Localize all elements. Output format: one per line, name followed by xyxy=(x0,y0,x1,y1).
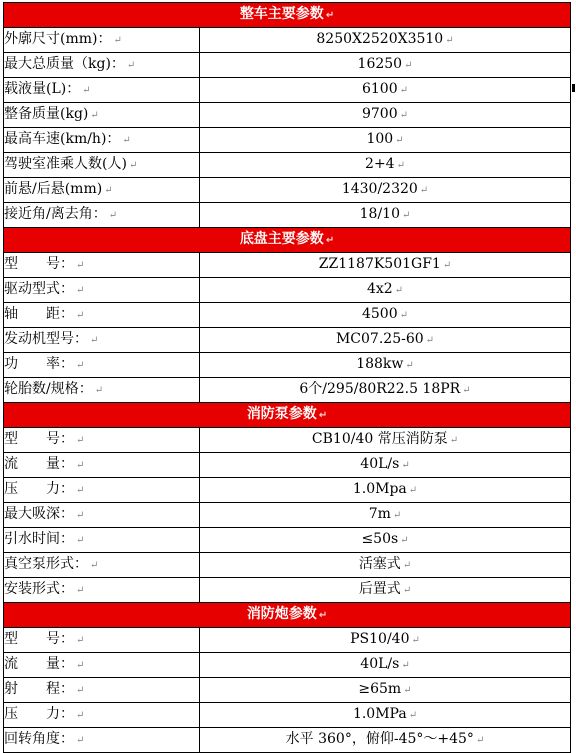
spec-value: 9700 xyxy=(361,106,398,122)
spec-label: 驾驶室准乘人数(人) xyxy=(4,156,127,172)
spec-label-cell xyxy=(4,528,200,553)
paragraph-mark-icon: ↵ xyxy=(404,60,413,71)
paragraph-mark-icon: ↵ xyxy=(401,210,411,221)
spec-value: 40L/s xyxy=(360,456,400,472)
paragraph-mark-icon: ↵ xyxy=(318,610,328,621)
table-row xyxy=(4,628,571,653)
spec-value: 6100 xyxy=(361,81,398,97)
spec-label-cell xyxy=(4,478,200,503)
spec-value-cell xyxy=(200,428,571,453)
table-row xyxy=(4,303,571,328)
spec-value-cell xyxy=(200,53,571,78)
paragraph-mark-icon: ↵ xyxy=(419,185,429,196)
spec-label: 轴 距： xyxy=(4,306,74,322)
paragraph-mark-icon: ↵ xyxy=(405,360,414,371)
paragraph-mark-icon: ↵ xyxy=(90,110,99,121)
spec-value-cell xyxy=(200,178,571,203)
paragraph-mark-icon: ↵ xyxy=(122,135,131,146)
table-row xyxy=(4,78,571,103)
paragraph-mark-icon: ↵ xyxy=(76,585,85,596)
table-row xyxy=(4,103,571,128)
paragraph-mark-icon: ↵ xyxy=(76,310,85,321)
spec-value: 2+4 xyxy=(365,156,395,172)
paragraph-mark-icon: ↵ xyxy=(318,410,328,421)
spec-label: 驱动型式： xyxy=(4,281,74,297)
paragraph-mark-icon: ↵ xyxy=(399,85,409,96)
paragraph-mark-icon: ↵ xyxy=(76,535,85,546)
paragraph-mark-icon: ↵ xyxy=(90,335,99,346)
spec-label: 轮胎数/规格： xyxy=(4,381,93,397)
spec-value-cell xyxy=(200,378,571,403)
table-row xyxy=(4,128,571,153)
paragraph-mark-icon: ↵ xyxy=(113,35,122,46)
paragraph-mark-icon: ↵ xyxy=(128,160,138,171)
spec-value-cell xyxy=(200,728,571,753)
spec-label: 最大吸深： xyxy=(4,506,74,522)
paragraph-mark-icon: ↵ xyxy=(82,85,91,96)
spec-label: 前悬/后悬(mm) xyxy=(4,181,103,197)
spec-label: 流 量： xyxy=(4,456,74,472)
spec-value: 8250X2520X3510 xyxy=(316,31,444,47)
table-row xyxy=(4,353,571,378)
spec-value-cell xyxy=(200,78,571,103)
paragraph-mark-icon: ↵ xyxy=(449,435,459,446)
paragraph-mark-icon: ↵ xyxy=(402,585,412,596)
table-row xyxy=(4,553,571,578)
table-row xyxy=(4,278,571,303)
spec-label-cell xyxy=(4,503,200,528)
spec-value-cell xyxy=(200,528,571,553)
table-row xyxy=(4,178,571,203)
spec-label-cell xyxy=(4,553,200,578)
section-title: 消防炮参数 xyxy=(246,606,317,622)
section-title-cell xyxy=(4,603,571,628)
spec-value-cell xyxy=(200,653,571,678)
spec-label-cell xyxy=(4,78,200,103)
table-row xyxy=(4,153,571,178)
spec-value-cell xyxy=(200,253,571,278)
spec-label: 最大总质量（kg)： xyxy=(4,56,125,72)
paragraph-mark-icon: ↵ xyxy=(76,260,85,271)
paragraph-mark-icon: ↵ xyxy=(475,735,485,746)
spec-value: 后置式 xyxy=(358,581,401,597)
spec-label: 功 率： xyxy=(4,356,74,372)
spec-label-cell xyxy=(4,28,200,53)
spec-value-cell xyxy=(200,153,571,178)
paragraph-mark-icon: ↵ xyxy=(325,10,335,21)
spec-label: 流 量： xyxy=(4,656,74,672)
paragraph-mark-icon: ↵ xyxy=(76,510,85,521)
spec-label-cell xyxy=(4,278,200,303)
paragraph-mark-icon: ↵ xyxy=(403,685,412,696)
table-row xyxy=(4,378,571,403)
paragraph-mark-icon: ↵ xyxy=(76,635,85,646)
paragraph-mark-icon: ↵ xyxy=(408,710,418,721)
spec-label: 型 号： xyxy=(4,631,74,647)
table-row xyxy=(4,653,571,678)
paragraph-mark-icon: ↵ xyxy=(325,235,335,246)
spec-label: 接近角/离去角： xyxy=(4,206,107,222)
spec-table xyxy=(3,2,571,753)
spec-value-cell xyxy=(200,453,571,478)
spec-label-cell xyxy=(4,578,200,603)
spec-label-cell xyxy=(4,153,200,178)
spec-label-cell xyxy=(4,628,200,653)
paragraph-mark-icon: ↵ xyxy=(76,485,85,496)
paragraph-mark-icon: ↵ xyxy=(399,310,409,321)
spec-value: 18/10 xyxy=(359,206,400,222)
spec-label-cell xyxy=(4,428,200,453)
paragraph-mark-icon: ↵ xyxy=(462,385,471,396)
spec-value-cell xyxy=(200,203,571,228)
spec-table-body xyxy=(4,3,571,753)
spec-label-cell xyxy=(4,328,200,353)
spec-value: 1.0Mpa xyxy=(352,481,407,497)
table-row xyxy=(4,28,571,53)
spec-value-cell xyxy=(200,278,571,303)
section-header-row xyxy=(4,603,571,628)
spec-value: PS10/40 xyxy=(350,631,410,647)
spec-label: 外廓尺寸(mm)： xyxy=(4,31,112,47)
spec-value: CB10/40 常压消防泵 xyxy=(311,431,448,447)
spec-label-cell xyxy=(4,203,200,228)
spec-label: 安装形式： xyxy=(4,581,74,597)
spec-label-cell xyxy=(4,378,200,403)
paragraph-mark-icon: ↵ xyxy=(94,385,104,396)
spec-value: ≥65m xyxy=(358,681,402,697)
spec-label: 载液量(L)： xyxy=(4,81,81,97)
paragraph-mark-icon: ↵ xyxy=(425,335,435,346)
paragraph-mark-icon: ↵ xyxy=(76,460,85,471)
spec-label: 射 程： xyxy=(4,681,74,697)
spec-value: ZZ1187K501GF1 xyxy=(318,256,441,272)
section-header-row xyxy=(4,403,571,428)
section-title: 消防泵参数 xyxy=(246,406,317,422)
spec-label-cell xyxy=(4,703,200,728)
spec-label-cell xyxy=(4,53,200,78)
paragraph-mark-icon: ↵ xyxy=(90,560,99,571)
table-row xyxy=(4,328,571,353)
table-row xyxy=(4,453,571,478)
spec-value: 活塞式 xyxy=(358,556,401,572)
spec-value-cell xyxy=(200,628,571,653)
spec-label-cell xyxy=(4,653,200,678)
page-edge-marker xyxy=(572,84,575,92)
section-title-cell xyxy=(4,403,571,428)
paragraph-mark-icon: ↵ xyxy=(76,710,85,721)
paragraph-mark-icon: ↵ xyxy=(400,535,409,546)
paragraph-mark-icon: ↵ xyxy=(396,160,405,171)
spec-label-cell xyxy=(4,728,200,753)
section-title: 整车主要参数 xyxy=(239,6,324,22)
spec-label: 压 力： xyxy=(4,706,74,722)
spec-label-cell xyxy=(4,453,200,478)
table-row xyxy=(4,503,571,528)
spec-value-cell xyxy=(200,678,571,703)
spec-value-cell xyxy=(200,478,571,503)
spec-value: 7m xyxy=(368,506,391,522)
table-row xyxy=(4,203,571,228)
paragraph-mark-icon: ↵ xyxy=(76,685,85,696)
spec-value-cell xyxy=(200,703,571,728)
spec-value: 1430/2320 xyxy=(341,181,418,197)
spec-value-cell xyxy=(200,353,571,378)
section-header-row xyxy=(4,3,571,28)
spec-value-cell xyxy=(200,578,571,603)
paragraph-mark-icon: ↵ xyxy=(126,60,136,71)
spec-label: 压 力： xyxy=(4,481,74,497)
paragraph-mark-icon: ↵ xyxy=(394,285,404,296)
table-row xyxy=(4,428,571,453)
spec-label: 整备质量(kg) xyxy=(4,106,89,122)
table-row xyxy=(4,528,571,553)
spec-label: 真空泵形式： xyxy=(4,556,88,572)
spec-value-cell xyxy=(200,553,571,578)
spec-label-cell xyxy=(4,178,200,203)
spec-value-cell xyxy=(200,28,571,53)
spec-label: 型 号： xyxy=(4,431,74,447)
spec-value: 100 xyxy=(366,131,394,147)
spec-label: 回转角度： xyxy=(4,731,74,747)
spec-value: ≤50s xyxy=(361,531,399,547)
spec-label-cell xyxy=(4,678,200,703)
paragraph-mark-icon: ↵ xyxy=(76,660,85,671)
spec-value: 4500 xyxy=(361,306,398,322)
paragraph-mark-icon: ↵ xyxy=(402,560,412,571)
paragraph-mark-icon: ↵ xyxy=(401,660,410,671)
section-title-cell xyxy=(4,228,571,253)
paragraph-mark-icon: ↵ xyxy=(399,110,409,121)
section-title: 底盘主要参数 xyxy=(239,231,324,247)
table-row xyxy=(4,53,571,78)
paragraph-mark-icon: ↵ xyxy=(108,210,118,221)
paragraph-mark-icon: ↵ xyxy=(392,510,402,521)
spec-label-cell xyxy=(4,353,200,378)
spec-value-cell xyxy=(200,328,571,353)
table-row xyxy=(4,578,571,603)
spec-label: 发动机型号： xyxy=(4,331,88,347)
paragraph-mark-icon: ↵ xyxy=(76,435,85,446)
section-header-row xyxy=(4,228,571,253)
paragraph-mark-icon: ↵ xyxy=(401,460,410,471)
paragraph-mark-icon: ↵ xyxy=(442,260,452,271)
spec-label: 最高车速(km/h)： xyxy=(4,131,121,147)
spec-value: 188kw xyxy=(356,356,404,372)
paragraph-mark-icon: ↵ xyxy=(408,485,418,496)
spec-value-cell xyxy=(200,103,571,128)
paragraph-mark-icon: ↵ xyxy=(445,35,454,46)
section-title-cell xyxy=(4,3,571,28)
paragraph-mark-icon: ↵ xyxy=(76,360,85,371)
spec-label-cell xyxy=(4,253,200,278)
table-row xyxy=(4,253,571,278)
spec-value: 1.0MPa xyxy=(352,706,407,722)
spec-value-cell xyxy=(200,503,571,528)
spec-value-cell xyxy=(200,303,571,328)
spec-value: 6个/295/80R22.5 18PR xyxy=(299,381,461,397)
paragraph-mark-icon: ↵ xyxy=(76,285,85,296)
spec-label-cell xyxy=(4,128,200,153)
paragraph-mark-icon: ↵ xyxy=(395,135,404,146)
spec-value: 4x2 xyxy=(366,281,393,297)
spec-value: MC07.25-60 xyxy=(335,331,424,347)
spec-label: 引水时间： xyxy=(4,531,74,547)
spec-label-cell xyxy=(4,303,200,328)
table-row xyxy=(4,678,571,703)
table-row xyxy=(4,728,571,753)
table-row xyxy=(4,703,571,728)
spec-label-cell xyxy=(4,103,200,128)
spec-value: 16250 xyxy=(357,56,403,72)
paragraph-mark-icon: ↵ xyxy=(76,735,85,746)
paragraph-mark-icon: ↵ xyxy=(411,635,420,646)
spec-value-cell xyxy=(200,128,571,153)
spec-label: 型 号： xyxy=(4,256,74,272)
spec-value: 水平 360°，俯仰-45°～+45° xyxy=(285,731,474,747)
spec-value: 40L/s xyxy=(360,656,400,672)
paragraph-mark-icon: ↵ xyxy=(104,185,113,196)
table-row xyxy=(4,478,571,503)
